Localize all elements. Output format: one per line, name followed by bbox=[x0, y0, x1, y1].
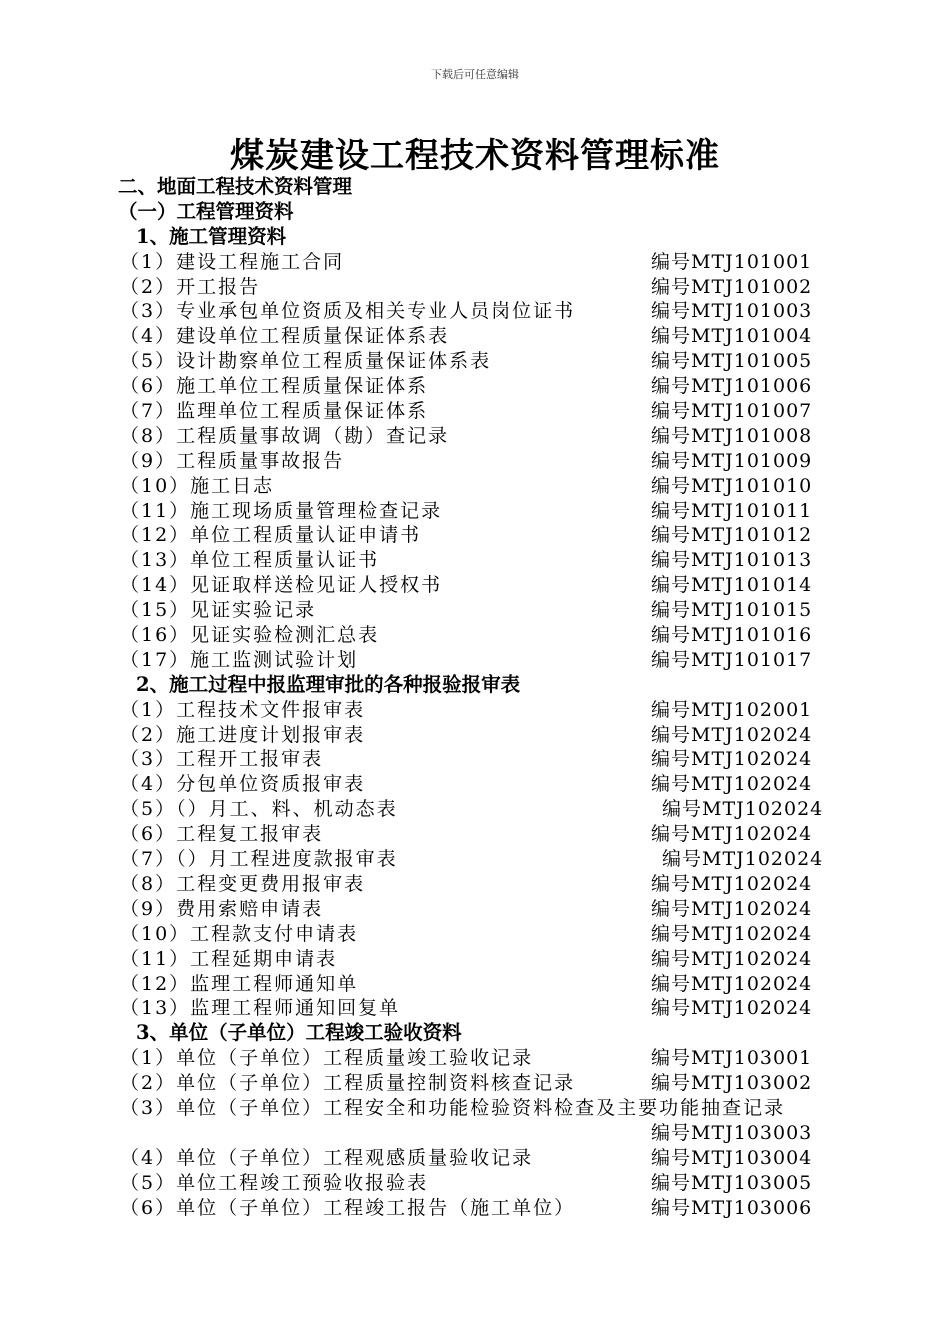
item-code: 编号MTJ103001 bbox=[651, 1047, 813, 1070]
subsection-heading: （一）工程管理资料 bbox=[118, 199, 294, 223]
item-code: 编号MTJ102024 bbox=[651, 922, 813, 945]
item-code: 编号MTJ103004 bbox=[651, 1146, 813, 1169]
item-label: （1）建设工程施工合同 bbox=[120, 250, 345, 273]
group-heading: 1、施工管理资料 bbox=[136, 224, 287, 248]
item-label: （2）施工进度计划报审表 bbox=[120, 723, 366, 746]
item-label: （8）工程质量事故调（勘）查记录 bbox=[120, 424, 450, 447]
item-code: 编号MTJ103006 bbox=[651, 1196, 813, 1219]
list-item bbox=[0, 872, 950, 897]
list-item bbox=[0, 399, 950, 424]
item-label: （3）专业承包单位资质及相关专业人员岗位证书 bbox=[120, 300, 576, 323]
item-code: 编号MTJ102001 bbox=[651, 698, 813, 721]
item-code: 编号MTJ101011 bbox=[651, 499, 813, 522]
section-heading: 二、地面工程技术资料管理 bbox=[118, 175, 353, 198]
item-code: 编号MTJ101006 bbox=[651, 375, 813, 398]
list-item bbox=[0, 250, 950, 275]
item-label: （17）施工监测试验计划 bbox=[120, 648, 359, 671]
list-item bbox=[0, 324, 950, 349]
list-item bbox=[0, 1171, 950, 1196]
item-label: （5）单位工程竣工预验收报验表 bbox=[120, 1171, 429, 1194]
item-label: （5）（）月工、料、机动态表 bbox=[120, 798, 398, 821]
item-label: （10）施工日志 bbox=[120, 474, 275, 497]
item-label: （11）工程延期申请表 bbox=[120, 947, 338, 970]
item-label: （11）施工现场质量管理检查记录 bbox=[120, 499, 443, 522]
item-code: 编号MTJ101017 bbox=[651, 648, 813, 671]
item-code: 编号MTJ101001 bbox=[651, 250, 813, 273]
item-code: 编号MTJ101013 bbox=[651, 549, 813, 572]
item-label: （13）监理工程师通知回复单 bbox=[120, 997, 401, 1020]
list-item bbox=[0, 623, 950, 648]
list-item bbox=[0, 897, 950, 922]
list-item bbox=[0, 275, 950, 300]
item-label: （5）设计勘察单位工程质量保证体系表 bbox=[120, 350, 492, 373]
list-item bbox=[0, 573, 950, 598]
item-code: 编号MTJ101009 bbox=[651, 449, 813, 472]
list-item bbox=[0, 374, 950, 399]
list-item bbox=[0, 947, 950, 972]
item-label: （6）单位（子单位）工程竣工报告（施工单位） bbox=[120, 1196, 576, 1219]
header-note: 下载后可任意编辑 bbox=[431, 68, 519, 81]
item-code: 编号MTJ102024 bbox=[651, 897, 813, 920]
item-label: （15）见证实验记录 bbox=[120, 599, 317, 622]
list-item bbox=[0, 349, 950, 374]
item-code: 编号MTJ102024 bbox=[651, 723, 813, 746]
item-code: 编号MTJ101008 bbox=[651, 424, 813, 447]
item-label: （3）工程开工报审表 bbox=[120, 748, 324, 771]
item-code: 编号MTJ103005 bbox=[651, 1171, 813, 1194]
item-code: 编号MTJ101016 bbox=[651, 624, 813, 647]
item-label: （8）工程变更费用报审表 bbox=[120, 872, 366, 895]
item-label: （16）见证实验检测汇总表 bbox=[120, 624, 380, 647]
item-code: 编号MTJ103002 bbox=[651, 1072, 813, 1095]
item-code: 编号MTJ103003 bbox=[651, 1121, 813, 1144]
item-label: （12）监理工程师通知单 bbox=[120, 972, 359, 995]
item-label: （2）开工报告 bbox=[120, 275, 261, 298]
list-item bbox=[0, 747, 950, 772]
list-item bbox=[0, 648, 950, 673]
list-item bbox=[0, 797, 950, 822]
item-label: （1）工程技术文件报审表 bbox=[120, 698, 366, 721]
item-code: 编号MTJ102024 bbox=[651, 972, 813, 995]
item-code: 编号MTJ101014 bbox=[651, 574, 813, 597]
item-label: （9）工程质量事故报告 bbox=[120, 449, 345, 472]
group-heading: 3、单位（子单位）工程竣工验收资料 bbox=[136, 1021, 462, 1045]
item-code: 编号MTJ102024 bbox=[651, 947, 813, 970]
item-code: 编号MTJ102024 bbox=[651, 773, 813, 796]
item-code: 编号MTJ101004 bbox=[651, 325, 813, 348]
list-item bbox=[0, 922, 950, 947]
item-label: （3）单位（子单位）工程安全和功能检验资料检查及主要功能抽查记录 bbox=[120, 1096, 786, 1119]
list-item bbox=[0, 1196, 950, 1221]
item-code: 编号MTJ102024 bbox=[651, 823, 813, 846]
item-label: （4）单位（子单位）工程观感质量验收记录 bbox=[120, 1146, 534, 1169]
list-item bbox=[0, 424, 950, 449]
item-code: 编号MTJ101005 bbox=[651, 350, 813, 373]
list-item bbox=[0, 449, 950, 474]
list-item bbox=[0, 996, 950, 1021]
document-body bbox=[0, 175, 950, 1220]
item-code: 编号MTJ101003 bbox=[651, 300, 813, 323]
item-code: 编号MTJ102024 bbox=[651, 997, 813, 1020]
document-title: 煤炭建设工程技术资料管理标准 bbox=[230, 136, 720, 176]
item-label: （2）单位（子单位）工程质量控制资料核查记录 bbox=[120, 1072, 576, 1095]
list-item bbox=[0, 772, 950, 797]
item-label: （10）工程款支付申请表 bbox=[120, 922, 359, 945]
list-item bbox=[0, 1071, 950, 1096]
list-item bbox=[0, 523, 950, 548]
list-item bbox=[0, 499, 950, 524]
item-label: （4）分包单位资质报审表 bbox=[120, 773, 366, 796]
list-item bbox=[0, 1146, 950, 1171]
list-item bbox=[0, 299, 950, 324]
item-label: （6）施工单位工程质量保证体系 bbox=[120, 375, 429, 398]
item-label: （13）单位工程质量认证书 bbox=[120, 549, 380, 572]
list-item bbox=[0, 972, 950, 997]
list-item bbox=[0, 698, 950, 723]
list-item bbox=[0, 1046, 950, 1071]
item-code: 编号MTJ101010 bbox=[651, 474, 813, 497]
item-code: 编号MTJ101007 bbox=[651, 400, 813, 423]
list-item bbox=[0, 548, 950, 573]
list-item bbox=[0, 598, 950, 623]
item-label: （7）（）月工程进度款报审表 bbox=[120, 848, 398, 871]
item-code: 编号MTJ102024 bbox=[662, 798, 824, 821]
list-item bbox=[0, 847, 950, 872]
list-item bbox=[0, 723, 950, 748]
item-label: （14）见证取样送检见证人授权书 bbox=[120, 574, 443, 597]
item-label: （12）单位工程质量认证申请书 bbox=[120, 524, 422, 547]
list-item-continuation bbox=[0, 1121, 950, 1146]
item-label: （4）建设单位工程质量保证体系表 bbox=[120, 325, 450, 348]
list-item bbox=[0, 1096, 950, 1121]
list-item bbox=[0, 474, 950, 499]
item-label: （6）工程复工报审表 bbox=[120, 823, 324, 846]
item-code: 编号MTJ102024 bbox=[651, 748, 813, 771]
item-label: （9）费用索赔申请表 bbox=[120, 897, 324, 920]
list-item bbox=[0, 822, 950, 847]
item-label: （1）单位（子单位）工程质量竣工验收记录 bbox=[120, 1047, 534, 1070]
item-code: 编号MTJ101012 bbox=[651, 524, 813, 547]
item-code: 编号MTJ101002 bbox=[651, 275, 813, 298]
group-heading: 2、施工过程中报监理审批的各种报验报审表 bbox=[136, 672, 521, 696]
item-code: 编号MTJ101015 bbox=[651, 599, 813, 622]
item-label: （7）监理单位工程质量保证体系 bbox=[120, 400, 429, 423]
item-code: 编号MTJ102024 bbox=[662, 848, 824, 871]
item-code: 编号MTJ102024 bbox=[651, 872, 813, 895]
